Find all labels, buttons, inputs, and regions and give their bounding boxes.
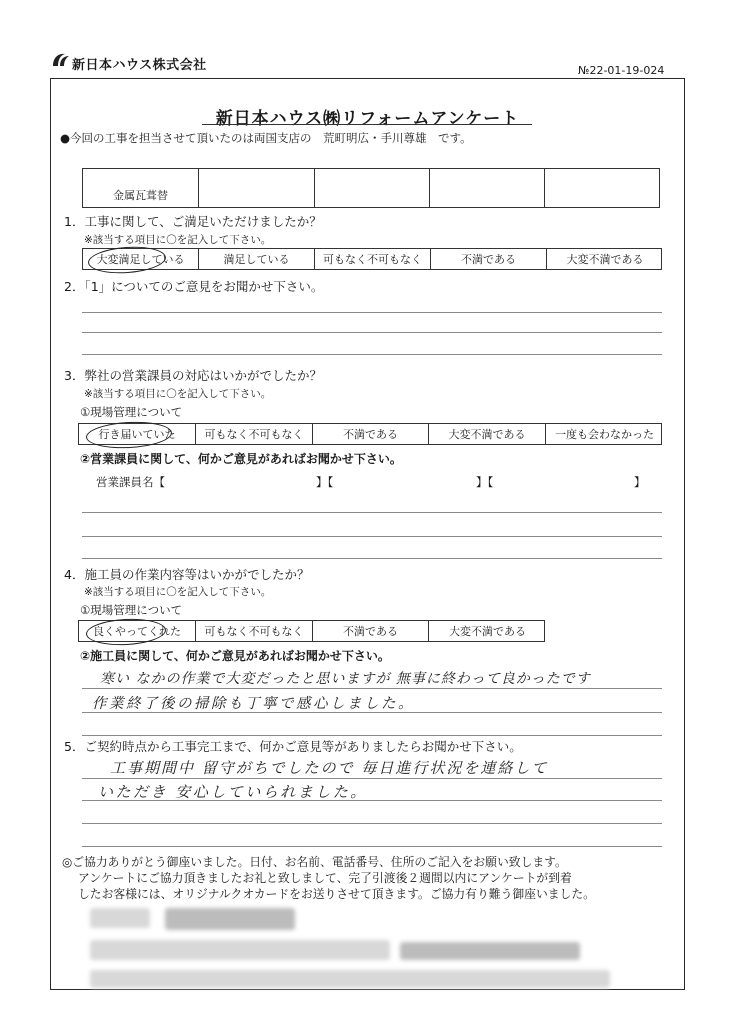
answer-line bbox=[82, 558, 662, 559]
q1-option[interactable]: 可もなく不可もなく bbox=[315, 249, 431, 269]
answer-line bbox=[82, 312, 662, 313]
q3-option[interactable]: 一度も会わなかった bbox=[555, 428, 654, 441]
redacted-name bbox=[165, 908, 295, 930]
q3-option[interactable]: 行き届いていた bbox=[79, 424, 196, 444]
work-item-cell bbox=[315, 169, 430, 207]
answer-line bbox=[82, 512, 662, 513]
answer-line bbox=[82, 536, 662, 537]
work-items-table bbox=[82, 168, 660, 208]
answer-line bbox=[82, 778, 662, 779]
q3-note: ※該当する項目に〇を記入して下さい。 bbox=[84, 388, 272, 400]
q1-options bbox=[82, 248, 662, 270]
staff-bracket: 】【 bbox=[476, 475, 494, 489]
q1-option[interactable]: 不満である bbox=[431, 249, 547, 269]
staff-name-label: 営業課員名【 bbox=[96, 475, 165, 489]
q4-handwritten-answer: 作業終了後の掃除も丁寧で感心しました。 bbox=[92, 696, 415, 712]
answer-line bbox=[82, 688, 662, 689]
survey-title: 新日本ハウス㈱リフォームアンケート bbox=[215, 109, 520, 129]
footer-line: ◎ご協力ありがとう御座いました。日付、お名前、電話番号、住所のご記入をお願い致します。 bbox=[62, 855, 567, 869]
company-name: 新日本ハウス株式会社 bbox=[72, 58, 207, 73]
footer-line: アンケートにご協力頂きましたお礼と致しまして、完了引渡後２週間以内にアンケートが到着 bbox=[78, 871, 572, 885]
q4-option[interactable]: 大変不満である bbox=[449, 625, 526, 638]
staff-bracket: 】 bbox=[634, 475, 646, 489]
q1-option[interactable]: 満足している bbox=[199, 249, 315, 269]
q1-option[interactable]: 大変満足している bbox=[83, 249, 199, 269]
redacted-phone bbox=[90, 970, 610, 988]
q3-sub1: ①現場管理について bbox=[80, 405, 183, 419]
answer-line bbox=[82, 800, 662, 801]
q4-sub2: ②施工員に関して、何かご意見があればお聞かせ下さい。 bbox=[80, 649, 390, 663]
redacted-address bbox=[400, 942, 580, 960]
q3-option[interactable]: 大変不満である bbox=[429, 424, 546, 444]
work-item-text: 金属瓦葺替 bbox=[113, 189, 168, 202]
q3-option[interactable]: 不満である bbox=[313, 424, 429, 444]
work-item-cell bbox=[545, 169, 661, 207]
staff-bracket: 】【 bbox=[316, 475, 334, 489]
q3-label: 3．弊社の営業課員の対応はいかがでしたか？ bbox=[64, 368, 322, 383]
q3-sub2: ②営業課員に関して、何かご意見があればお聞かせ下さい。 bbox=[80, 452, 402, 466]
work-item-cell bbox=[199, 169, 315, 207]
redacted-date bbox=[90, 908, 150, 928]
q4-option[interactable]: 可もなく不可もなく bbox=[196, 621, 313, 641]
work-item-cell bbox=[83, 169, 199, 207]
redacted-address bbox=[90, 940, 390, 960]
q1-note: ※該当する項目に〇を記入して下さい。 bbox=[84, 234, 272, 246]
answer-line bbox=[82, 354, 662, 355]
q5-handwritten-answer: 工事期間中 留守がちでしたので 毎日進行状況を連絡して bbox=[110, 759, 549, 777]
title-underline bbox=[202, 124, 532, 125]
answer-line bbox=[82, 332, 662, 333]
q1-label: 1．工事に関して、ご満足いただけましたか？ bbox=[64, 214, 322, 229]
company-logo-icon bbox=[50, 51, 70, 69]
q4-option[interactable]: 良くやってくれた bbox=[79, 621, 196, 641]
q2-label: 2．「1」についてのご意見をお聞かせ下さい。 bbox=[64, 279, 324, 294]
answer-line bbox=[82, 735, 662, 736]
footer-line: したお客様には、オリジナルクオカードをお送りさせて頂きます。ご協力有り難う御座いました。 bbox=[78, 887, 595, 901]
intro-text: ●今回の工事を担当させて頂いたのは両国支店の 荒町明広・手川尊雄 です。 bbox=[60, 131, 472, 145]
q1-option[interactable]: 大変不満である bbox=[566, 253, 644, 266]
q5-handwritten-answer: いただき 安心していられました。 bbox=[98, 783, 368, 801]
q4-sub1: ①現場管理について bbox=[80, 603, 183, 617]
answer-line bbox=[82, 712, 662, 713]
q5-label: 5．ご契約時点から工事完工まで、何かご意見等がありましたらお聞かせ下さい。 bbox=[64, 739, 522, 754]
q4-label: 4．施工員の作業内容等はいかがでしたか？ bbox=[64, 567, 310, 582]
work-item-cell bbox=[430, 169, 545, 207]
document-number: №22-01-19-024 bbox=[578, 64, 665, 77]
answer-line bbox=[82, 823, 662, 824]
q4-handwritten-answer: 寒い なかの作業で大変だったと思いますが 無事に終わって良かったです bbox=[100, 671, 591, 687]
q3-option[interactable]: 可もなく不可もなく bbox=[196, 424, 313, 444]
answer-line bbox=[82, 846, 662, 847]
q4-note: ※該当する項目に〇を記入して下さい。 bbox=[84, 586, 272, 598]
q4-option[interactable]: 不満である bbox=[313, 621, 429, 641]
